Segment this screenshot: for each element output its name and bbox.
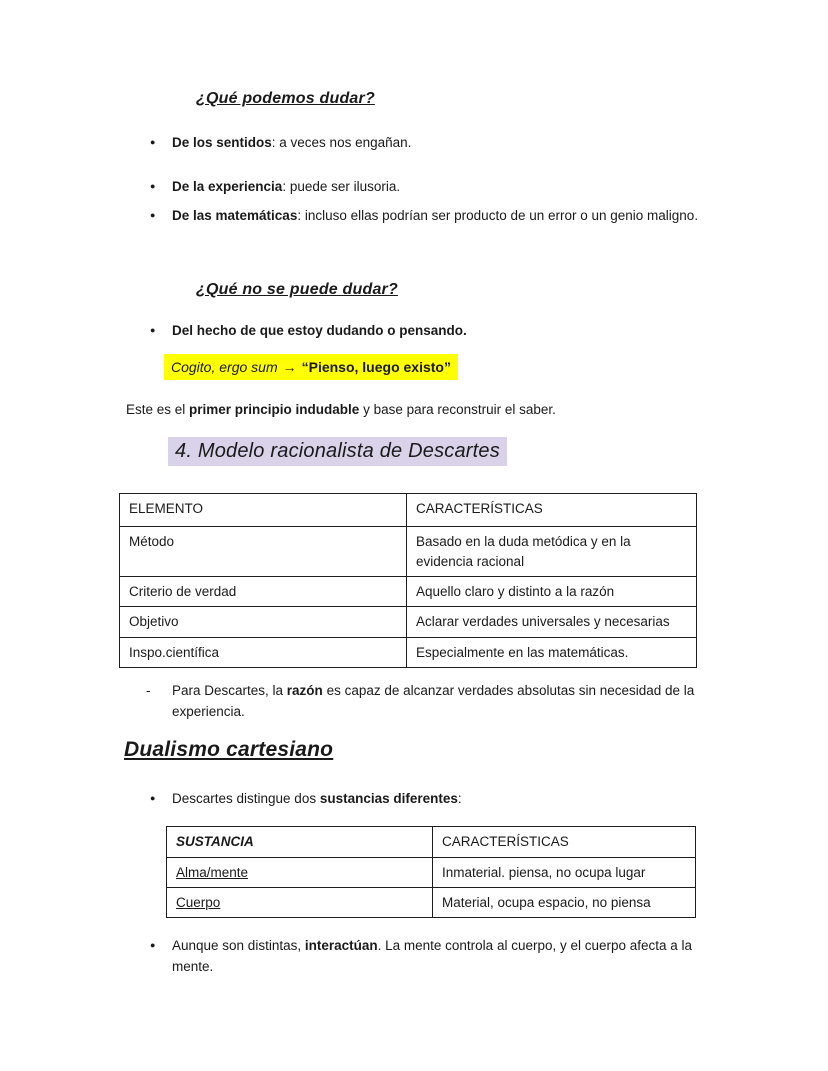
bold-term: primer principio indudable	[189, 402, 360, 417]
table-cell: Cuerpo	[167, 888, 433, 918]
cogito-highlight	[164, 354, 458, 380]
list-item-text	[172, 788, 717, 809]
table-modelo-racionalista	[119, 493, 697, 668]
body-text: . La mente controla al cuerpo, y el cuerpo afecta a la mente.	[172, 938, 693, 974]
table-cell: Especialmente en las matemáticas.	[407, 638, 697, 668]
body-text: : a veces nos engañan.	[271, 135, 412, 150]
list-item-text	[172, 176, 717, 197]
list-item-text	[172, 205, 717, 226]
list-item	[150, 788, 720, 809]
table-cell: Inspo.científica	[120, 638, 407, 668]
table-header-row	[120, 494, 697, 527]
table-header-cell: ELEMENTO	[120, 494, 407, 527]
bold-term: De la experiencia	[172, 179, 283, 194]
bold-term: razón	[286, 683, 323, 698]
heading-dualismo-cartesiano: Dualismo cartesiano	[124, 738, 334, 761]
bold-term: sustancias diferentes	[319, 791, 458, 806]
table-row	[167, 858, 696, 888]
bullet-icon: ●	[150, 210, 156, 220]
list-item-text: Del hecho de que estoy dudando o pensando.	[172, 323, 467, 338]
section-title-modelo-racionalista: 4. Modelo racionalista de Descartes	[168, 437, 507, 466]
list-item-text	[172, 680, 717, 722]
table-header-cell: SUSTANCIA	[167, 827, 433, 858]
bullet-icon: ●	[150, 181, 156, 191]
list-item-text	[172, 132, 717, 153]
heading-que-no-se-puede-dudar: ¿Qué no se puede dudar?	[196, 281, 398, 298]
bullet-icon: ●	[150, 793, 156, 803]
table-header-cell: CARACTERÍSTICAS	[407, 494, 697, 527]
cogito-latin: Cogito, ergo sum	[171, 359, 278, 375]
table-row	[120, 638, 697, 668]
list-item	[150, 320, 720, 341]
body-text: : incluso ellas podrían ser producto de un error o un genio maligno.	[297, 208, 699, 223]
body-text: Para Descartes, la	[172, 683, 287, 698]
body-text: es capaz de alcanzar verdades absolutas sin necesidad de la experiencia.	[172, 683, 695, 719]
table-header-cell: CARACTERÍSTICAS	[433, 827, 696, 858]
table-cell: Método	[120, 527, 407, 577]
bullet-icon: ●	[150, 137, 156, 147]
table-cell: Objetivo	[120, 607, 407, 638]
table-cell: Aquello claro y distinto a la razón	[407, 577, 697, 607]
list-item	[150, 935, 730, 977]
body-text: : puede ser ilusoria.	[282, 179, 401, 194]
list-item-dash	[146, 680, 726, 722]
bold-term: De las matemáticas	[172, 208, 298, 223]
principle-paragraph	[126, 399, 716, 420]
bold-term: interactúan	[304, 938, 378, 953]
body-text: :	[457, 791, 462, 806]
table-row	[120, 527, 697, 577]
table-cell: Criterio de verdad	[120, 577, 407, 607]
list-item	[150, 205, 720, 226]
arrow-icon: →	[282, 359, 297, 375]
body-text: Descartes distingue dos	[172, 791, 320, 806]
table-cell: Alma/mente	[167, 858, 433, 888]
heading-que-podemos-dudar: ¿Qué podemos dudar?	[196, 90, 375, 107]
table-cell: Inmaterial. piensa, no ocupa lugar	[433, 858, 696, 888]
table-cell: Basado en la duda metódica y en la evidencia racional	[407, 527, 697, 577]
table-row	[120, 607, 697, 638]
table-cell: Aclarar verdades universales y necesarias	[407, 607, 697, 638]
list-item	[150, 132, 720, 153]
dash-icon: -	[146, 683, 151, 698]
body-text: Este es el	[126, 402, 190, 417]
table-sustancias	[166, 826, 696, 918]
bold-term: De los sentidos	[172, 135, 272, 150]
bullet-icon: ●	[150, 940, 156, 950]
body-text: Aunque son distintas,	[172, 938, 305, 953]
table-row	[167, 888, 696, 918]
bullet-icon: ●	[150, 325, 156, 335]
cogito-translation: “Pienso, luego existo”	[301, 359, 451, 375]
list-item	[150, 176, 720, 197]
body-text: y base para reconstruir el saber.	[359, 402, 556, 417]
table-row	[120, 577, 697, 607]
list-item-text	[172, 935, 724, 977]
table-cell: Material, ocupa espacio, no piensa	[433, 888, 696, 918]
table-header-row	[167, 827, 696, 858]
